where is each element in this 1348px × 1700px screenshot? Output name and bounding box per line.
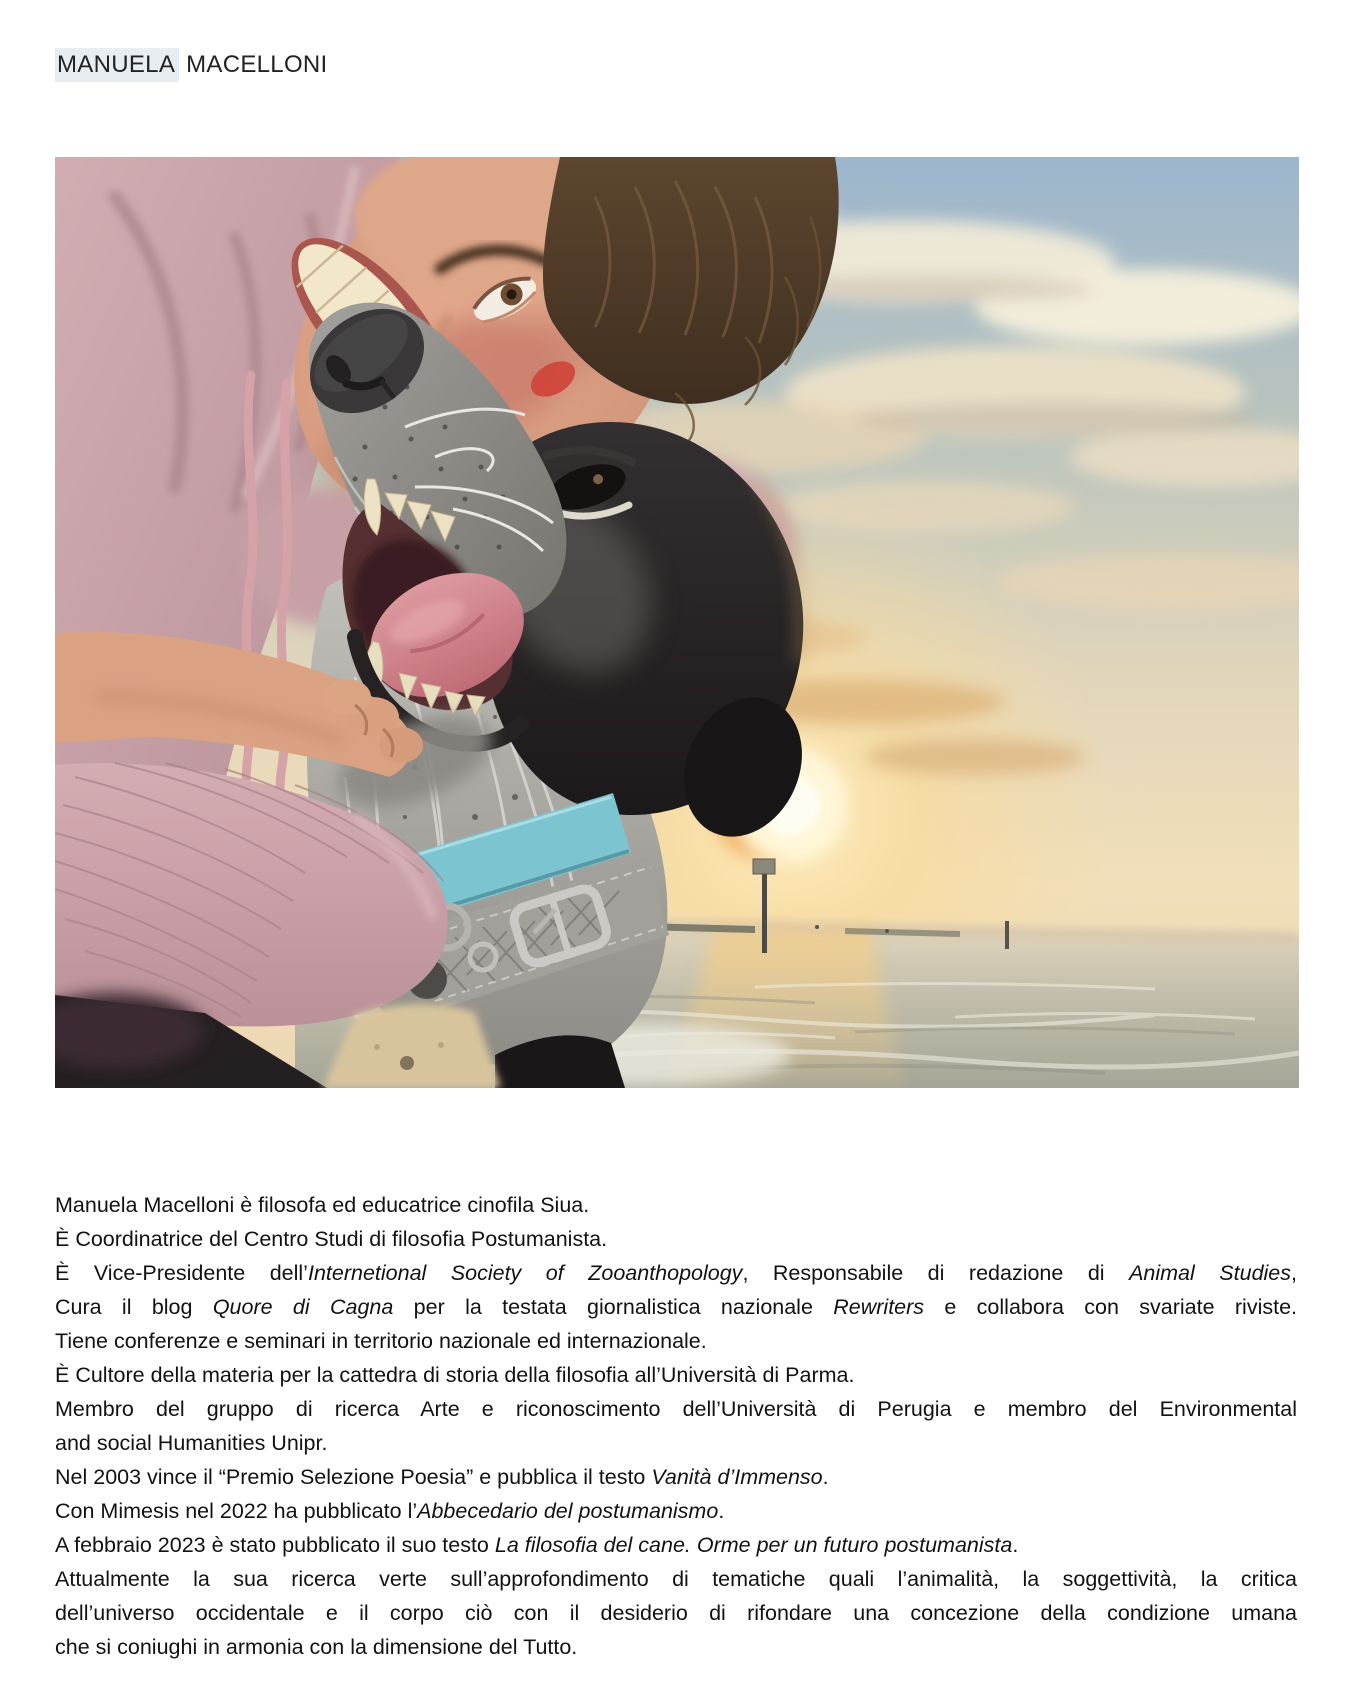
bio-line bbox=[55, 1528, 1297, 1562]
bio-segment: È Vice-Presidente dell’ bbox=[55, 1261, 308, 1285]
bio-segment: Manuela Macelloni è filosofa ed educatrice cinofila Siua. bbox=[55, 1193, 590, 1217]
bio-italic-segment: La filosofia del cane. Orme per un futuro postumanista bbox=[494, 1533, 1013, 1557]
bio-segment: Con Mimesis nel 2022 ha pubblicato l’ bbox=[55, 1499, 418, 1523]
bio-segment: Membro del gruppo di ricerca Arte e riconoscimento dell’Università di Perugia e membro del Environmental bbox=[55, 1397, 1297, 1421]
bio-segment: . bbox=[822, 1465, 829, 1489]
bio-line bbox=[55, 1426, 1297, 1460]
bio-segment: Nel 2003 vince il “Premio Selezione Poesia” e pubblica il testo bbox=[55, 1465, 652, 1489]
bio-segment: dell’universo occidentale e il corpo ciò con il desiderio di rifondare una concezione della condizione umana bbox=[55, 1601, 1297, 1625]
bio-segment: , bbox=[1291, 1261, 1297, 1285]
bio-segment: Attualmente la sua ricerca verte sull’approfondimento di tematiche quali l’animalità, la soggettività, la critica bbox=[55, 1567, 1297, 1591]
bio-segment: per la testata giornalistica nazionale bbox=[393, 1295, 834, 1319]
title-highlighted-text: MANUELA bbox=[55, 48, 179, 82]
bio-segment: A febbraio 2023 è stato pubblicato il suo testo bbox=[55, 1533, 495, 1557]
bio-text bbox=[55, 1188, 1297, 1664]
bio-line bbox=[55, 1460, 1297, 1494]
bio-segment: , Responsabile di redazione di bbox=[742, 1261, 1130, 1285]
bio-line bbox=[55, 1222, 1297, 1256]
bio-italic-segment: Animal Studies bbox=[1129, 1261, 1292, 1285]
bio-line bbox=[55, 1630, 1297, 1664]
title-rest-text: MACELLONI bbox=[179, 51, 328, 78]
bio-segment: che si coniughi in armonia con la dimensione del Tutto. bbox=[55, 1635, 578, 1659]
bio-segment: Cura il blog bbox=[55, 1295, 213, 1319]
bio-line bbox=[55, 1494, 1297, 1528]
bio-segment: È Coordinatrice del Centro Studi di filosofia Postumanista. bbox=[55, 1227, 608, 1251]
bio-italic-segment: Rewriters bbox=[833, 1295, 925, 1319]
bio-segment: e collabora con svariate riviste. bbox=[924, 1295, 1298, 1319]
page-title bbox=[55, 51, 328, 79]
bio-line bbox=[55, 1290, 1297, 1324]
photo-illustration bbox=[55, 157, 1299, 1088]
bio-line bbox=[55, 1188, 1297, 1222]
bio-segment: È Cultore della materia per la cattedra di storia della filosofia all’Università di Parma. bbox=[55, 1363, 855, 1387]
photo-selfie-with-dog bbox=[55, 157, 1299, 1088]
bio-line bbox=[55, 1562, 1297, 1596]
bio-segment: Tiene conferenze e seminari in territorio nazionale ed internazionale. bbox=[55, 1329, 707, 1353]
bio-line bbox=[55, 1358, 1297, 1392]
bio-line bbox=[55, 1324, 1297, 1358]
bio-italic-segment: Internetional Society of Zooanthopology bbox=[307, 1261, 743, 1285]
bio-italic-segment: Vanità d’Immenso bbox=[651, 1465, 823, 1489]
bio-line bbox=[55, 1596, 1297, 1630]
bio-segment: . bbox=[1012, 1533, 1019, 1557]
bio-segment: and social Humanities Unipr. bbox=[55, 1431, 328, 1455]
bio-line bbox=[55, 1256, 1297, 1290]
bio-line bbox=[55, 1392, 1297, 1426]
bio-italic-segment: Abbecedario del postumanismo bbox=[417, 1499, 719, 1523]
bio-segment: . bbox=[718, 1499, 725, 1523]
bio-italic-segment: Quore di Cagna bbox=[212, 1295, 394, 1319]
